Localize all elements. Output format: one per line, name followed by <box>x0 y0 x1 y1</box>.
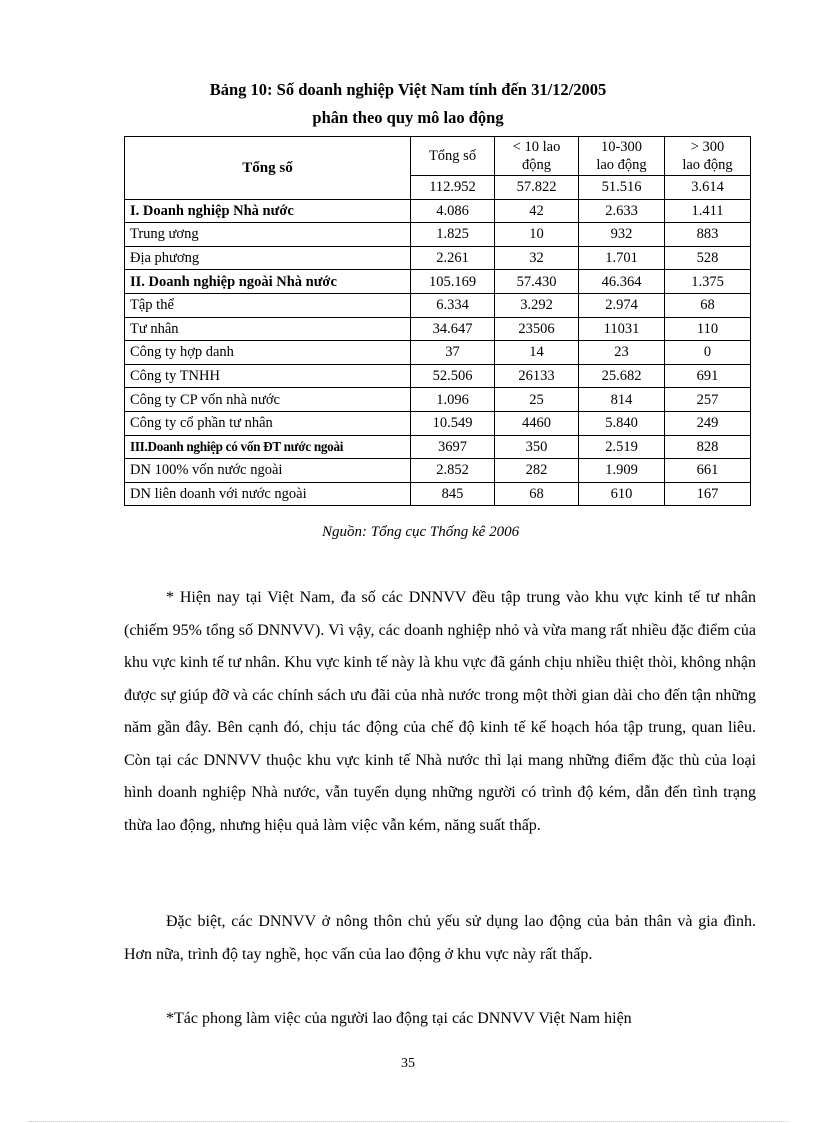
row-value: 2.633 <box>579 199 665 223</box>
table-row <box>125 341 751 365</box>
row-value: 57.430 <box>495 270 579 294</box>
row-label: Công ty CP vốn nhà nước <box>125 388 411 412</box>
row-label: II. Doanh nghiệp ngoài Nhà nước <box>125 270 411 294</box>
header-under-10 <box>495 137 579 176</box>
header-10-300-line1: 10-300 <box>600 139 643 155</box>
body-paragraph-2: Đặc biệt, các DNNVV ở nông thôn chủ yếu sử dụng lao động của bản thân và gia đình. Hơn nữa, trình độ tay nghề, học vấn của lao động ở khu vực này rất thấp. <box>124 913 756 963</box>
table-header-row <box>125 137 751 176</box>
total-cell: 112.952 <box>411 176 495 200</box>
row-value: 105.169 <box>411 270 495 294</box>
row-label: I. Doanh nghiệp Nhà nước <box>125 199 411 223</box>
row-value: 528 <box>665 246 751 270</box>
header-total: Tổng số <box>411 137 495 176</box>
body-paragraph-1: * Hiện nay tại Việt Nam, đa số các DNNVV đều tập trung vào khu vực kinh tế tư nhân (chiếm 95% tổng số DNNVV). Vì vậy, các doanh nghiệp nhỏ và vừa mang rất nhiều đặc điểm của khu vực kinh tế tư nhân. Khu vực kinh tế này là khu vực đã gánh chịu nhiều thiệt thòi, không nhận được sự giúp đỡ và các chính sách ưu đãi của nhà nước trong một thời gian dài cho đến tận những năm gần đây. Bên cạnh đó, chịu tác động của chế độ kinh tế kế hoạch hóa tập trung, quan liêu. Còn tại các DNNVV thuộc khu vực kinh tế Nhà nước thì lại mang những điểm đặc thù của loại hình doanh nghiệp Nhà nước, vẫn tuyển dụng những người có trình độ kém, dẫn đến tình trạng thừa lao động, nhưng hiệu quả làm việc vẫn kém, năng suất thấp. <box>124 589 756 834</box>
header-label-total: Tổng số <box>125 137 411 200</box>
row-value: 167 <box>665 482 751 506</box>
row-value: 32 <box>495 246 579 270</box>
row-label: Địa phương <box>125 246 411 270</box>
row-value: 257 <box>665 388 751 412</box>
row-value: 68 <box>665 293 751 317</box>
table-row <box>125 317 751 341</box>
row-value: 883 <box>665 223 751 247</box>
row-label: Trung ương <box>125 223 411 247</box>
table-row <box>125 199 751 223</box>
row-value: 6.334 <box>411 293 495 317</box>
row-value: 932 <box>579 223 665 247</box>
row-value: 4.086 <box>411 199 495 223</box>
row-value: 11031 <box>579 317 665 341</box>
row-value: 52.506 <box>411 364 495 388</box>
row-value: 4460 <box>495 411 579 435</box>
header-10-300-line2: lao động <box>596 157 647 173</box>
table-subtitle: phân theo quy mô lao động <box>312 108 504 127</box>
row-value: 23 <box>579 341 665 365</box>
row-value: 25 <box>495 388 579 412</box>
row-value: 828 <box>665 435 751 459</box>
enterprise-table <box>124 136 751 506</box>
row-value: 691 <box>665 364 751 388</box>
page-number: 35 <box>401 1056 415 1071</box>
row-value: 110 <box>665 317 751 341</box>
row-label: Công ty cổ phần tư nhân <box>125 411 411 435</box>
header-10-300 <box>579 137 665 176</box>
table-row <box>125 388 751 412</box>
row-value: 814 <box>579 388 665 412</box>
row-value: 2.519 <box>579 435 665 459</box>
row-value: 3697 <box>411 435 495 459</box>
row-value: 350 <box>495 435 579 459</box>
table-row <box>125 364 751 388</box>
row-label: DN 100% vốn nước ngoài <box>125 459 411 483</box>
table-row <box>125 411 751 435</box>
row-value: 282 <box>495 459 579 483</box>
total-cell: 57.822 <box>495 176 579 200</box>
table-row <box>125 482 751 506</box>
row-label: DN liên doanh với nước ngoài <box>125 482 411 506</box>
header-under-10-line1: < 10 lao <box>512 139 561 155</box>
row-label: Công ty TNHH <box>125 364 411 388</box>
header-over-300 <box>665 137 751 176</box>
row-value: 1.096 <box>411 388 495 412</box>
row-label: III.Doanh nghiệp có vốn ĐT nước ngoài <box>125 435 411 459</box>
row-value: 3.292 <box>495 293 579 317</box>
table-row <box>125 459 751 483</box>
row-value: 68 <box>495 482 579 506</box>
row-value: 1.825 <box>411 223 495 247</box>
table-row <box>125 270 751 294</box>
row-value: 249 <box>665 411 751 435</box>
row-value: 34.647 <box>411 317 495 341</box>
total-cell: 51.516 <box>579 176 665 200</box>
row-value: 37 <box>411 341 495 365</box>
table-row <box>125 293 751 317</box>
row-value: 14 <box>495 341 579 365</box>
row-value: 1.411 <box>665 199 751 223</box>
row-value: 1.701 <box>579 246 665 270</box>
row-value: 610 <box>579 482 665 506</box>
header-over-300-line1: > 300 <box>690 139 725 155</box>
footer-divider <box>28 1121 788 1122</box>
row-value: 2.261 <box>411 246 495 270</box>
row-value: 5.840 <box>579 411 665 435</box>
table-row <box>125 435 751 459</box>
row-value: 10 <box>495 223 579 247</box>
row-label: Tư nhân <box>125 317 411 341</box>
row-label: Tập thể <box>125 293 411 317</box>
row-value: 26133 <box>495 364 579 388</box>
table-row <box>125 246 751 270</box>
row-value: 46.364 <box>579 270 665 294</box>
row-value: 1.375 <box>665 270 751 294</box>
row-value: 2.852 <box>411 459 495 483</box>
body-paragraph-3: *Tác phong làm việc của người lao động tại các DNNVV Việt Nam hiện <box>166 1010 632 1027</box>
row-value: 23506 <box>495 317 579 341</box>
header-under-10-line2: động <box>522 157 551 173</box>
row-value: 25.682 <box>579 364 665 388</box>
header-over-300-line2: lao động <box>682 157 733 173</box>
row-value: 42 <box>495 199 579 223</box>
row-value: 845 <box>411 482 495 506</box>
row-value: 1.909 <box>579 459 665 483</box>
table-source: Nguồn: Tổng cục Thống kê 2006 <box>322 524 520 540</box>
row-value: 0 <box>665 341 751 365</box>
row-value: 661 <box>665 459 751 483</box>
row-value: 2.974 <box>579 293 665 317</box>
table-title: Bảng 10: Số doanh nghiệp Việt Nam tính đến 31/12/2005 <box>209 80 607 99</box>
row-label: Công ty hợp danh <box>125 341 411 365</box>
row-value: 10.549 <box>411 411 495 435</box>
table-row <box>125 223 751 247</box>
total-cell: 3.614 <box>665 176 751 200</box>
